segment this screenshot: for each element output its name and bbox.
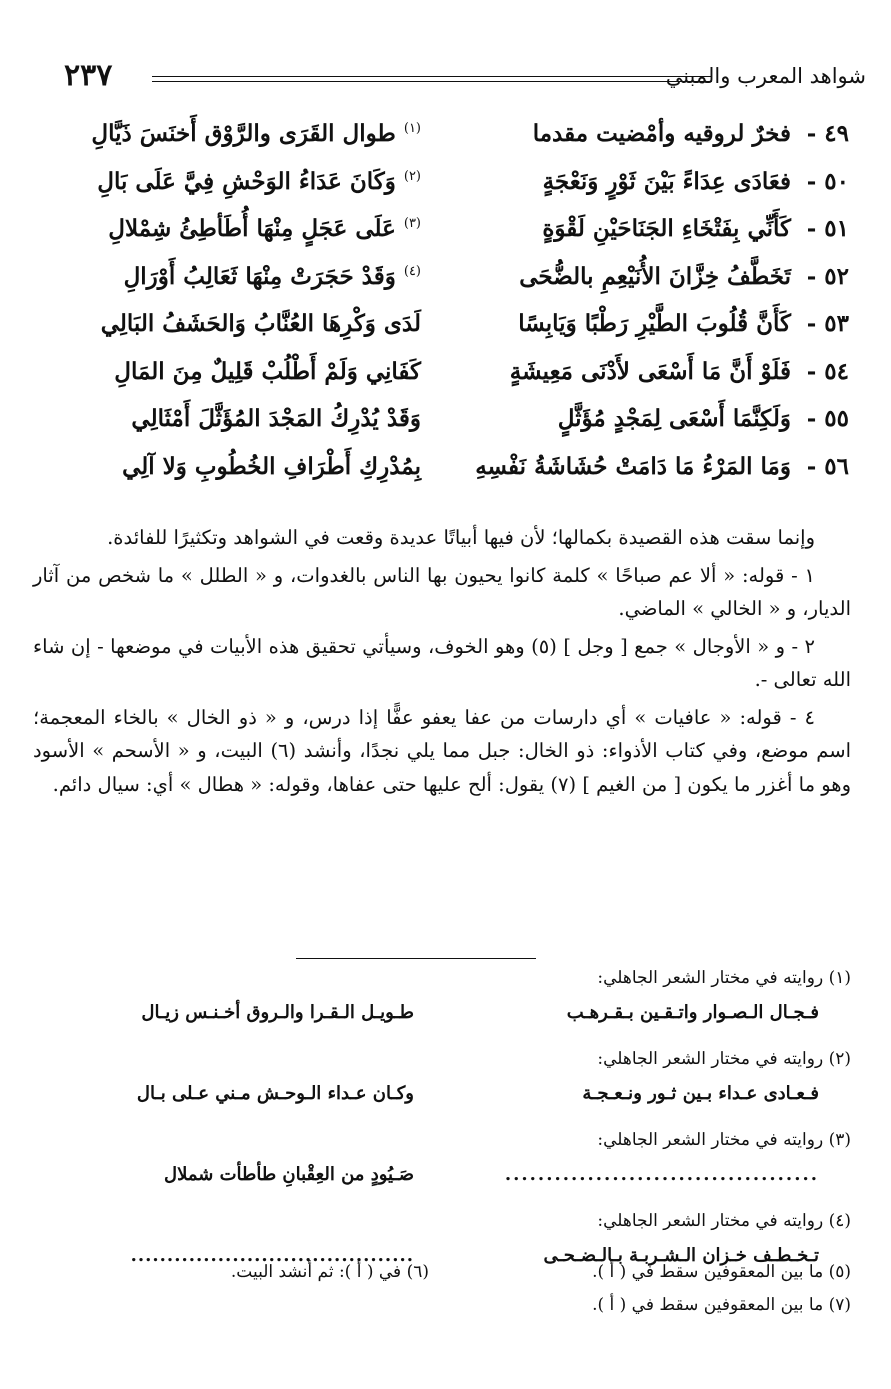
footnote-item	[0, 968, 891, 1049]
footnote-verse-first: تـخـطـف خـزان الـشـربـة بـالـضـحـى	[543, 1245, 819, 1266]
verse-row	[0, 168, 891, 216]
verse-first-hemistich: ٥٣ - كَأَنَّ قُلُوبَ الطَّيْرِ رَطْبًا وَيَابِسًا	[518, 310, 849, 337]
verse-number: ٥٠ -	[806, 167, 849, 195]
footnote-verse-second: .......................................	[130, 1245, 414, 1266]
verse-second-hemistich: $^{(١)}$طوال القَرَى والرَّوْق أَخنَسَ ذَيَّالِ	[91, 120, 421, 147]
commentary-paragraph: ٢ - و « الأوجال » جمع [ وجل ] (٥) وهو الخوف، وسيأتي تحقيق هذه الأبيات في موضعها - إن شاء الله تعالى -.	[33, 634, 851, 691]
commentary-paragraph: ١ - قوله: « ألا عم صباحًا » كلمة كانوا يحيون بها الناس بالغدوات، و « الطلل » ما شخص من آثار الديار، و « الخالي » الماضي.	[33, 563, 851, 620]
verse-second-hemistich: $^{(٢)}$وَكَانَ عَدَاءُ الوَحْشِ فِيَّ عَلَى بَالِ	[97, 167, 421, 195]
verse-first-hemistich: ٥٥ - وَلَكِنَّمَا أَسْعَى لِمَجْدٍ مُؤَثَّلٍ	[557, 405, 849, 432]
verse-row	[0, 120, 891, 168]
footnote-label: (٢) روايته في مختار الشعر الجاهلي:	[597, 1049, 851, 1069]
footnote-label: (٤) روايته في مختار الشعر الجاهلي:	[597, 1211, 851, 1231]
poem-verses	[0, 120, 891, 500]
verse-row	[0, 310, 891, 358]
footnote-verse-first: ......................................	[504, 1164, 819, 1185]
footnote-item	[0, 1049, 891, 1130]
verse-row	[0, 453, 891, 501]
header-rule	[152, 76, 712, 82]
verse-number: ٥١ -	[806, 215, 849, 242]
verse-first-hemistich: ٥٢ - تَخَطَّفُ خِزَّانَ الأُنَيْعِمِ بالضُّحَى	[519, 262, 849, 290]
footnote-separator	[296, 958, 536, 959]
page-header	[60, 56, 870, 96]
verse-number: ٥٣ -	[806, 310, 849, 337]
verse-first-hemistich: ٥١ - كَأَنِّي بِفَتْخَاءِ الجَنَاحَيْنِ لَقْوَةٍ	[542, 215, 849, 242]
verse-row	[0, 215, 891, 263]
footnote-verse-second: وكـان عـداء الـوحـش مـني عـلى بـال	[136, 1083, 414, 1104]
footnote-6: (٦) في ( أ ): ثم أنشد البيت.	[230, 1262, 429, 1282]
footnote-label: (٣) روايته في مختار الشعر الجاهلي:	[597, 1130, 851, 1150]
verse-row	[0, 358, 891, 406]
verse-second-hemistich: $^{(٣)}$عَلَى عَجَلٍ مِنْهَا أُطَأطِئُ شِمْلالِ	[108, 215, 421, 242]
footnote-5: (٥) ما بين المعقوفين سقط في ( أ ).	[592, 1262, 851, 1282]
footnote-verse-second: صَـيُودٍ من العِقْبانِ طأطأت شملال	[164, 1164, 414, 1185]
verse-number: ٥٢ -	[806, 262, 849, 290]
verse-number: ٥٦ -	[806, 452, 849, 480]
footnote-label: (١) روايته في مختار الشعر الجاهلي:	[597, 968, 851, 988]
footnote-verse-first: فـعـادى عـداء بـين ثـور ونـعـجـة	[582, 1083, 819, 1104]
footnote-item	[0, 1130, 891, 1211]
verse-first-hemistich: ٤٩ - فخرٌ لروقيه وأمْضيت مقدما	[532, 120, 849, 147]
verse-first-hemistich: ٥٤ - فَلَوْ أَنَّ مَا أَسْعَى لأَدْنَى مَعِيشَةٍ	[509, 357, 849, 385]
verse-number: ٥٥ -	[806, 405, 849, 432]
footnote-verse-second: طـويـل الـقـرا والـروق أخـنـس زيـال	[141, 1002, 414, 1023]
verse-row	[0, 405, 891, 453]
footnote-mark: (١)	[403, 121, 421, 137]
footnote-mark: (٤)	[403, 263, 421, 279]
page-number: ٢٣٧	[64, 58, 113, 93]
commentary-text	[33, 521, 851, 805]
verse-number: ٤٩ -	[806, 120, 849, 147]
verse-second-hemistich: لَدَى وَكْرِهَا العُنَّابُ وَالحَشَفُ البَالِي	[100, 310, 421, 337]
footnote-verse-first: فـجـال الـصـوار واتـقـين بـقـرهـب	[566, 1002, 819, 1023]
footnote-mark: (٣)	[403, 216, 421, 232]
commentary-paragraph: وإنما سقت هذه القصيدة بكمالها؛ لأن فيها أبياتًا عديدة وقعت في الشواهد وتكثيرًا للفائدة.	[107, 526, 815, 549]
verse-second-hemistich: كَفَانِي وَلَمْ أَطْلُبْ قَلِيلٌ مِنَ المَالِ	[114, 357, 421, 385]
verse-first-hemistich: ٥٦ - وَمَا المَرْءُ مَا دَامَتْ حُشَاشَةُ نَفْسِهِ	[475, 452, 849, 480]
verse-second-hemistich: بِمُدْرِكِ أَطْرَافِ الخُطُوبِ وَلا آلِي	[122, 452, 421, 480]
running-title: شواهد المعرب والمبني	[665, 64, 866, 88]
footnotes	[0, 968, 891, 1292]
verse-number: ٥٤ -	[806, 357, 849, 385]
footnote-7: (٧) ما بين المعقوفين سقط في ( أ ).	[592, 1295, 851, 1315]
verse-first-hemistich: ٥٠ - فعَادَى عِدَاءً بَيْنَ ثَوْرٍ وَنَعْجَةٍ	[542, 167, 849, 195]
footnote-mark: (٢)	[403, 168, 421, 184]
commentary-paragraph: ٤ - قوله: « عافيات » أي دارسات من عفا يعفو عفًّا إذا درس، و « ذو الخال » بالخاء المعجمة؛ اسم موضع، وفي كتاب الأذواء: ذو الخال: جبل مما يلي نجدًا، وأنشد (٦) البيت، و « الأسحم » الأسود وهو ما أغزر ما يكون [ من الغيم ] (٧) يقول: ألح عليها حتى عفاها، وقوله: « هطال » أي: سيال دائم.	[33, 705, 851, 796]
verse-second-hemistich: $^{(٤)}$وَقَدْ حَجَرَتْ مِنْهَا ثَعَالِبُ أَوْرَالِ	[123, 262, 421, 290]
verse-row	[0, 263, 891, 311]
verse-second-hemistich: وَقَدْ يُدْرِكُ المَجْدَ المُؤَثَّلَ أَمْثَالِي	[131, 405, 421, 432]
